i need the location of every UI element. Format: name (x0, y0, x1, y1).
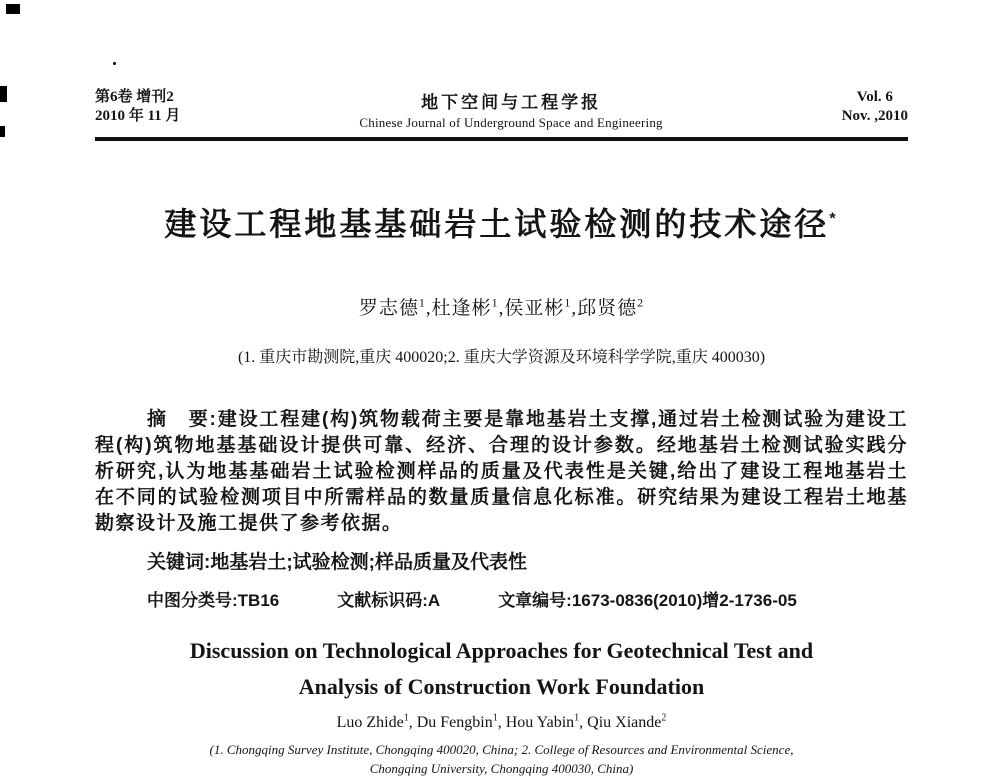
scan-artifact (0, 86, 7, 102)
author-name: 邱贤德 (577, 298, 638, 319)
scan-artifact (113, 62, 116, 65)
issue-date-en: Nov. ,2010 (841, 108, 908, 124)
journal-name-en: Chinese Journal of Underground Space and Engineering (359, 115, 663, 130)
author-name: Luo Zhide (336, 714, 404, 732)
author-name: Qiu Xiande (587, 714, 662, 732)
author-separator: , (571, 298, 578, 319)
affiliation-en-line1: (1. Chongqing Survey Institute, Chongqing 400020, China; 2. College of Resources and Environmental Science, (209, 742, 794, 758)
author-name: Du Fengbin (416, 714, 493, 732)
author-separator: , (408, 714, 417, 732)
issue-info (95, 88, 180, 126)
article-number: 文章编号:1673-0836(2010)增2-1736-05 (498, 591, 797, 610)
paper-title-en (95, 633, 908, 705)
classification-line (95, 586, 908, 611)
author-en (506, 714, 587, 731)
author-name: 杜逢彬 (431, 298, 492, 319)
journal-header (95, 0, 908, 131)
paper-title-cn (95, 199, 908, 245)
paper-title-text: 建设工程地基基础岩土试验检测的技术途径 (164, 206, 830, 242)
keywords-text: 地基岩土;试验检测;样品质量及代表性 (210, 552, 527, 573)
author-name: 罗志德 (358, 298, 419, 319)
author-en (417, 714, 506, 731)
author-separator: , (425, 298, 432, 319)
author-separator: , (498, 298, 505, 319)
journal-name-block (359, 88, 662, 131)
volume-en: Vol. 6 (856, 89, 893, 105)
keywords-line (95, 547, 908, 574)
scan-artifact (6, 4, 20, 14)
journal-name-cn: 地下空间与工程学报 (421, 93, 602, 112)
issue-date-cn: 2010 年 11 月 (95, 108, 181, 124)
clc-number: 中图分类号:TB16 (147, 591, 280, 610)
author-affiliation-sup: 2 (637, 295, 645, 310)
title-en-line2: Analysis of Construction Work Foundation (298, 674, 705, 699)
volume-info (842, 88, 908, 126)
author-affiliation-sup: 2 (661, 713, 667, 724)
affiliation-cn: (1. 重庆市勘测院,重庆 400020;2. 重庆大学资源及环境科学学院,重庆 400030) (237, 349, 766, 366)
abstract-text: 建设工程建(构)筑物载荷主要是靠地基岩土支撑,通过岩土检测试验为建设工程(构)筑物地基基础设计提供可靠、经济、合理的设计参数。经地基岩土检测试验实践分析研究,认为地基基础岩土试验检测样品的质量及代表性是关键,给出了建设工程地基岩土在不同的试验检测项目中所需样品的数量质量信息化标准。研究结果为建设工程岩土地基勘察设计及施工提供了参考依据。 (95, 409, 908, 534)
author-en (587, 714, 666, 731)
author-cn (431, 295, 505, 319)
affiliation-en-line2: Chongqing University, Chongqing 400030, China) (369, 761, 634, 777)
author-affiliation-sup: 1 (564, 295, 572, 310)
author-name: 侯亚彬 (504, 298, 565, 319)
header-rule (95, 137, 908, 141)
issue-volume-cn: 第6卷 增刊2 (95, 89, 174, 105)
author-separator: , (497, 714, 506, 732)
keywords-label: 关键词: (147, 552, 211, 573)
author-affiliation-sup: 1 (403, 713, 409, 724)
title-footnote-marker: * (829, 210, 839, 228)
affiliation-en (95, 740, 908, 778)
author-cn (504, 295, 578, 319)
author-name: Hou Yabin (505, 714, 575, 732)
abstract-label: 摘 要: (147, 409, 218, 430)
author-affiliation-sup: 1 (491, 295, 499, 310)
author-affiliation-sup: 1 (418, 295, 426, 310)
author-cn (577, 295, 645, 319)
document-code: 文献标识码:A (337, 591, 441, 610)
scan-artifact (0, 126, 5, 137)
authors-cn (95, 293, 908, 320)
author-separator: , (579, 714, 588, 732)
author-cn (358, 295, 432, 319)
title-en-line1: Discussion on Technological Approaches for Geotechnical Test and (189, 638, 814, 663)
abstract-paragraph (95, 407, 908, 537)
author-affiliation-sup: 1 (574, 713, 580, 724)
authors-en (95, 713, 908, 732)
author-affiliation-sup: 1 (492, 713, 498, 724)
author-en (337, 714, 417, 731)
